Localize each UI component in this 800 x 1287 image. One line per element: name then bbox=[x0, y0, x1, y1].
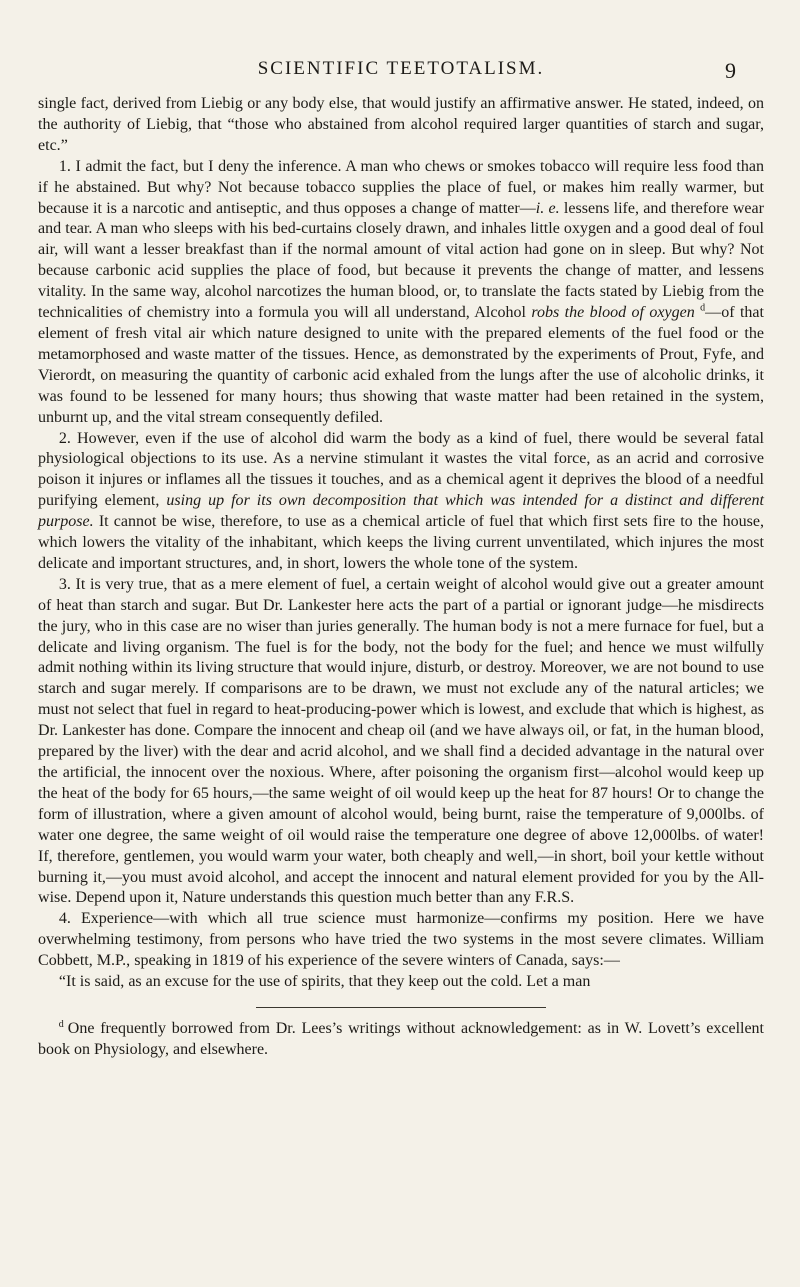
body-text bbox=[38, 94, 764, 993]
paragraph bbox=[38, 575, 764, 910]
text-run: 3. It is very true, that as a mere element of fuel, a certain weight of alcohol would give out a greater amount of heat than starch and sugar. But Dr. Lankester here acts the part of a partial or ignorant judge—he misdirects the jury, who in this case are no wiser than juries generally. The human body is not a mere furnace for fuel, but a delicate and living organism. The fuel is for the body, not the body for the fuel; and hence we must wilfully admit nothing within its living structure that would injure, disturb, or destroy. Moreover, we are not bound to use starch and sugar merely. If comparisons are to be drawn, we must not exclude any of the natural articles; we must not select that fuel in regard to heat-producing-power which is lowest, and exclude that which is highest, as Dr. Lankester has done. Compare the innocent and cheap oil (and we have always oil, or fat, in the human blood, prepared by the liver) with the dear and acrid alcohol, and we shall find a decided advantage in the natural over the artificial, the innocent over the noxious. Where, after poisoning the organism first—alcohol would keep up the heat of the body for 65 hours,—the same weight of oil would keep up the heat for 87 hours! Or to change the form of illustration, where a given amount of alcohol would, being burnt, raise the temperature of 9,000lbs. of water one degree, the same weight of oil would raise the temperature one degree of above 12,000lbs. of water! If, therefore, gentlemen, you would warm your water, both cheaply and well,—in short, boil your kettle without burning it,—you must avoid alcohol, and accept the innocent and natural element provided for you by the All-wise. Depend upon it, Nature understands this question much better than any F.R.S. bbox=[38, 575, 764, 907]
paragraph bbox=[38, 157, 764, 429]
paragraph bbox=[38, 429, 764, 575]
italic-text: Physiology bbox=[94, 1040, 165, 1058]
italic-text: using up for its own decomposition that which was intended for a distinct and different purpose. bbox=[38, 492, 764, 531]
text-run: “It is said, as an excuse for the use of spirits, that they keep out the cold. Let a man bbox=[58, 973, 591, 991]
text-run: , and elsewhere. bbox=[164, 1040, 269, 1058]
page-header bbox=[38, 58, 764, 88]
text-run: One frequently borrowed from Dr. Lees’s writings without acknowledgement: as in W. Lovett’s excellent book on bbox=[38, 1019, 764, 1058]
italic-text: i. e. bbox=[535, 199, 560, 217]
text-run: lessens life, and therefore wear and tear. A man who sleeps with his bed-curtains closely drawn, and inhales little oxygen and a good deal of foul air, will want a lesser breakfast than if the normal amount of vital action had gone on in sleep. But why? Not because carbonic acid supplies the place of food, but because it prevents the change of matter, and lessens vitality. In the same way, alcohol narcotizes the human blood, or, to translate the facts stated by Liebig from the technicalities of chemistry into a formula you will all understand, Alcohol bbox=[38, 199, 765, 322]
text-run: single fact, derived from Liebig or any body else, that would justify an affirmative answer. He stated, indeed, on the authority of Liebig, that “those who abstained from alcohol required larger quantities of starch and sugar, etc.” bbox=[38, 95, 764, 154]
text-run: It cannot be wise, therefore, to use as a chemical article of fuel that which first sets fire to the house, which lowers the vitality of the inhabitant, which keeps the living current unventilated, which injures the most delicate and important structures, and, in short, lowers the whole tone of the system. bbox=[38, 513, 764, 572]
paragraph bbox=[38, 94, 764, 157]
footnote-marker: d bbox=[58, 1018, 64, 1030]
text-run: 1. I admit the fact, but I deny the inference. A man who chews or smokes tobacco will require less food than if he abstained. But why? Not because tobacco supplies the place of fuel, or makes him really warmer, but because it is a narcotic and antiseptic, and thus opposes a change of matter— bbox=[38, 157, 764, 217]
text-run: 4. Experience—with which all true science must harmonize—confirms my position. Here we have overwhelming testimony, from persons who have tried the two systems in the most severe climates. William Cobbett, M.P., speaking in 1819 of his experience of the severe winters of Canada, says:— bbox=[38, 910, 764, 970]
paragraph bbox=[38, 909, 764, 972]
paragraph bbox=[38, 972, 764, 993]
running-head: SCIENTIFIC TEETOTALISM. bbox=[257, 58, 545, 79]
footnote-reference: d bbox=[700, 302, 706, 314]
text-run: 2. However, even if the use of alcohol did warm the body as a kind of fuel, there would be several fatal physiological objections to its use. As a nervine stimulant it wastes the vital force, as an acrid and corrosive poison it injures or inflames all the tissues it touches, and as a chemical agent it deprives the blood of a needful purifying element, bbox=[38, 429, 764, 510]
page-number: 9 bbox=[725, 58, 736, 83]
footnote-divider bbox=[256, 1007, 546, 1008]
text-run: —of that element of fresh vital air which nature designed to unite with the prepared elements of the fuel food or the metamorphosed and waste matter of the tissues. Hence, as demonstrated by the experiments of Prout, Fyfe, and Vierordt, on measuring the quantity of carbonic acid exhaled from the lungs after the use of alcoholic drinks, it was found to be lessened for many hours; thus showing that waste matter had been retained in the system, unburnt up, and the vital stream consequently defiled. bbox=[38, 304, 764, 426]
footnote-text bbox=[38, 1020, 764, 1058]
italic-text: robs the blood of oxygen bbox=[531, 304, 695, 322]
footnote bbox=[38, 1018, 764, 1060]
